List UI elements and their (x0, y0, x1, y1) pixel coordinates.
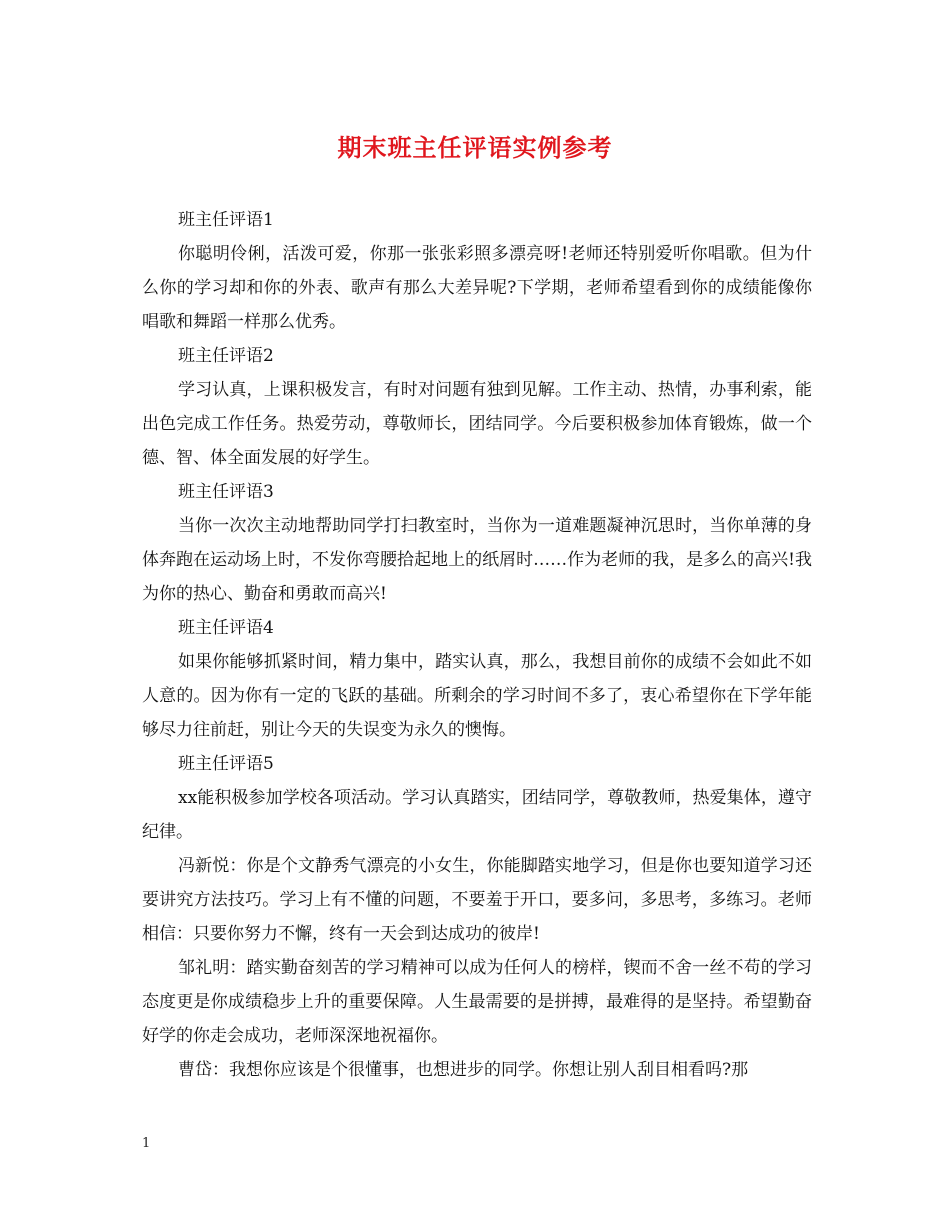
comment-cao-dai: 曹岱：我想你应该是个很懂事，也想进步的同学。你想让别人刮目相看吗?那 (178, 1060, 749, 1080)
comment-heading-4: 班主任评语4 (178, 618, 274, 638)
comment-zou-liming: 邹礼明：踏实勤奋刻苦的学习精神可以成为任何人的榜样，锲而不舍一丝不苟的学习态度更是你成绩稳步上升的重要保障。人生最需要的是拼搏，最难得的是坚持。希望勤奋好学的你走会成功，老师深深地祝福你。 (142, 958, 812, 1046)
comment-heading-1: 班主任评语1 (178, 210, 274, 230)
comment-heading-3: 班主任评语3 (178, 482, 274, 502)
comment-heading-5: 班主任评语5 (178, 754, 274, 774)
comment-paragraph-1: 你聪明伶俐，活泼可爱，你那一张张彩照多漂亮呀!老师还特别爱听你唱歌。但为什么你的学习却和你的外表、歌声有那么大差异呢?下学期，老师希望看到你的成绩能像你唱歌和舞蹈一样那么优秀。 (142, 244, 812, 332)
document-body (142, 203, 812, 1087)
comment-paragraph-3: 当你一次次主动地帮助同学打扫教室时，当你为一道难题凝神沉思时，当你单薄的身体奔跑在运动场上时，不发你弯腰拾起地上的纸屑时……作为老师的我，是多么的高兴!我为你的热心、勤奋和勇敢而高兴! (142, 516, 812, 604)
comment-paragraph-4: 如果你能够抓紧时间，精力集中，踏实认真，那么，我想目前你的成绩不会如此不如人意的。因为你有一定的飞跃的基础。所剩余的学习时间不多了，衷心希望你在下学年能够尽力往前赶，别让今天的失误变为永久的懊悔。 (142, 652, 812, 740)
comment-paragraph-5: xx能积极参加学校各项活动。学习认真踏实，团结同学，尊敬教师，热爱集体，遵守纪律。 (142, 788, 812, 842)
comment-heading-2: 班主任评语2 (178, 346, 274, 366)
comment-paragraph-2: 学习认真，上课积极发言，有时对问题有独到见解。工作主动、热情，办事利索，能出色完成工作任务。热爱劳动，尊敬师长，团结同学。今后要积极参加体育锻炼，做一个德、智、体全面发展的好学生。 (142, 380, 812, 468)
comment-feng-xinyue: 冯新悦：你是个文静秀气漂亮的小女生，你能脚踏实地学习，但是你也要知道学习还要讲究方法技巧。学习上有不懂的问题，不要羞于开口，要多问，多思考，多练习。老师相信：只要你努力不懈，终有一天会到达成功的彼岸! (142, 856, 812, 944)
page-number: 1 (142, 1136, 151, 1151)
document-title: 期末班主任评语实例参考 (337, 133, 613, 162)
